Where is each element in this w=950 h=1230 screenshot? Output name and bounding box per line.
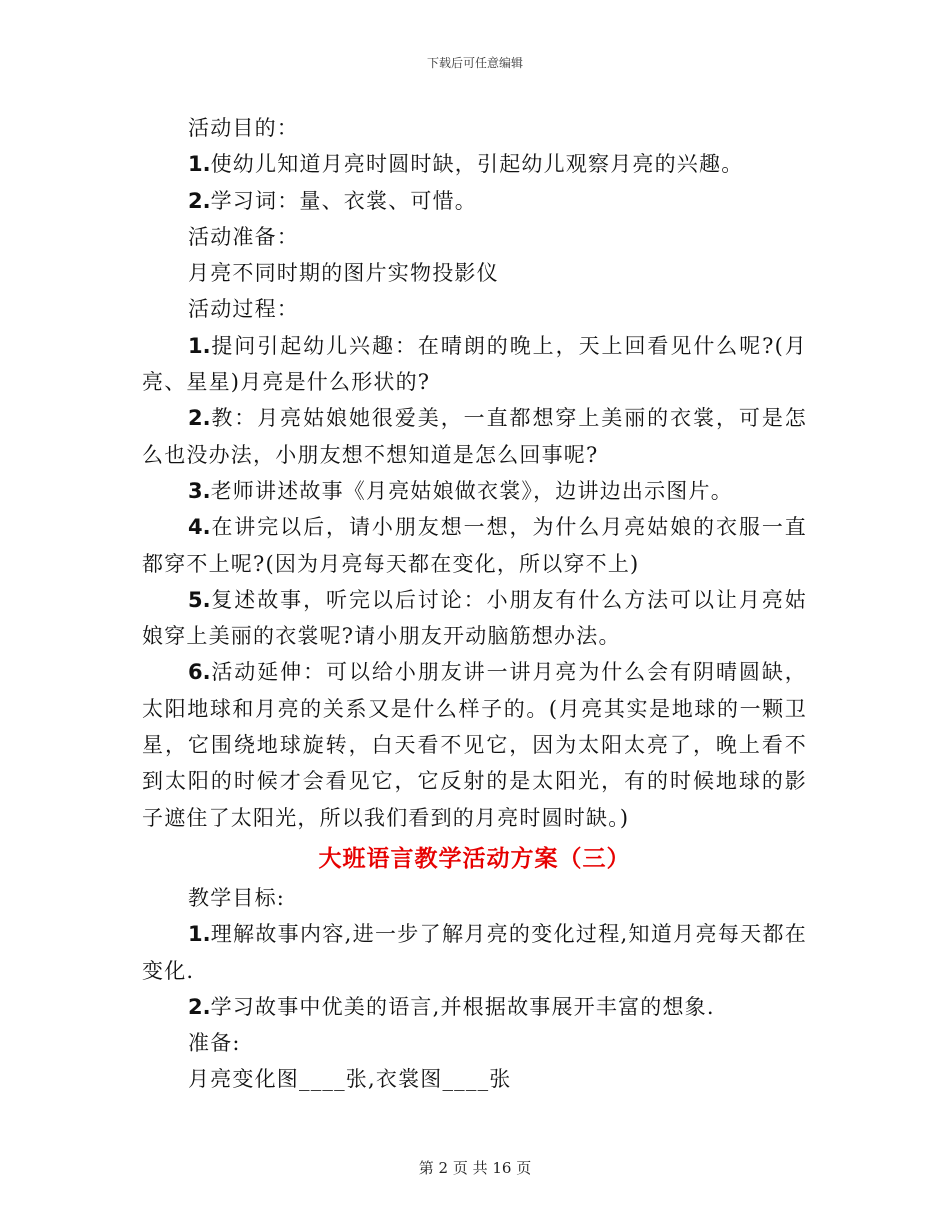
paragraph: 月亮变化图____张,衣裳图____张 [188, 1067, 512, 1092]
paragraph: 3.老师讲述故事《月亮姑娘做衣裳》，边讲边出示图片。 [188, 478, 733, 503]
paragraph: 活动准备： [188, 224, 299, 249]
paragraph: 活动过程： [188, 297, 299, 322]
section-teaching [142, 880, 807, 1098]
paragraph: 6.活动延伸：可以给小朋友讲一讲月亮为什么会有阴晴圆缺，太阳地球和月亮的关系又是什么样子的。(月亮其实是地球的一颗卫星，它围绕地球旋转，白天看不见它，因为太阳太亮了，晚上看不到太阳的时候才会看见它，它反射的是太阳光，有的时候地球的影子遮住了太阳光，所以我们看到的月亮时圆时缺。) [142, 660, 807, 830]
section-heading: 大班语言教学活动方案（三） [318, 845, 631, 872]
page-number: 第 2 页 共 16 页 [418, 1159, 532, 1177]
paragraph: 教学目标: [188, 885, 286, 910]
paragraph: 1.理解故事内容,进一步了解月亮的变化过程,知道月亮每天都在变化. [142, 922, 807, 983]
paragraph: 5.复述故事，听完以后讨论：小朋友有什么方法可以让月亮姑娘穿上美丽的衣裳呢?请小朋友开动脑筋想办法。 [142, 587, 807, 649]
paragraph: 1.使幼儿知道月亮时圆时缺，引起幼儿观察月亮的兴趣。 [188, 152, 744, 177]
header-note: 下载后可任意编辑 [426, 56, 523, 70]
paragraph: 2.教：月亮姑娘她很爱美，一直都想穿上美丽的衣裳，可是怎么也没办法，小朋友想不想知道是怎么回事呢? [142, 406, 807, 467]
paragraph: 4.在讲完以后，请小朋友想一想，为什么月亮姑娘的衣服一直都穿不上呢?(因为月亮每天都在变化，所以穿不上) [142, 515, 807, 576]
document-body [142, 110, 807, 1098]
section-activity [142, 110, 807, 836]
paragraph: 活动目的： [188, 116, 299, 140]
paragraph: 2.学习词：量、衣裳、可惜。 [188, 188, 477, 213]
paragraph: 1.提问引起幼儿兴趣：在晴朗的晚上，天上回看见什么呢?(月亮、星星)月亮是什么形状的? [142, 333, 807, 395]
paragraph: 2.学习故事中优美的语言,并根据故事展开丰富的想象. [188, 994, 715, 1019]
paragraph: 准备: [188, 1031, 241, 1056]
paragraph: 月亮不同时期的图片实物投影仪 [188, 261, 499, 286]
